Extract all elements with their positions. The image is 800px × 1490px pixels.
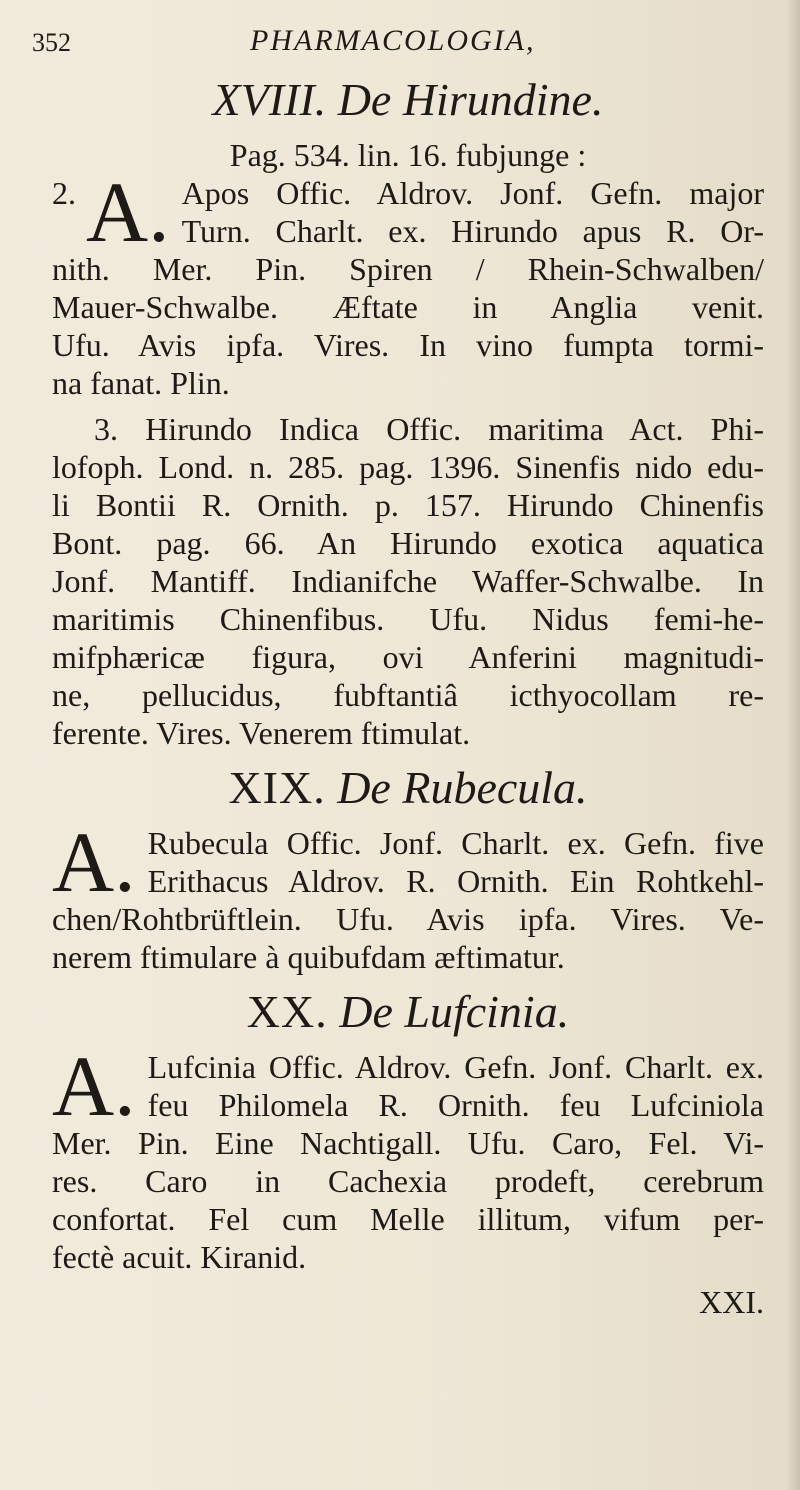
text-line: nith. Mer. Pin. Spiren / Rhein-Schwalben/ bbox=[52, 251, 764, 287]
text-line: confortat. Fel cum Melle illitum, vifum per- bbox=[52, 1201, 764, 1237]
running-title: PHARMACOLOGIA, bbox=[250, 24, 536, 57]
catchword: XXI. bbox=[699, 1284, 764, 1320]
section-number: XIX. bbox=[228, 762, 326, 813]
entry-apos bbox=[52, 164, 764, 402]
text-line: Rubecula Offic. Jonf. Charlt. ex. Gefn. five bbox=[147, 825, 764, 861]
text-line: maritimis Chinenfibus. Ufu. Nidus femi-he- bbox=[52, 601, 764, 637]
text-line: ferente. Vires. Venerem ftimulat. bbox=[52, 715, 471, 751]
intro-line: Pag. 534. lin. 16. fubjunge : bbox=[229, 137, 587, 173]
section-heading-rubecula bbox=[52, 760, 764, 816]
text-line: fectè acuit. Kiranid. bbox=[52, 1239, 307, 1275]
text-line: Mauer-Schwalbe. Æftate in Anglia venit. bbox=[52, 289, 764, 325]
page-header bbox=[0, 22, 800, 72]
text-line: 3. Hirundo Indica Offic. maritima Act. Phi- bbox=[94, 411, 764, 447]
section-heading-hirundine bbox=[52, 72, 764, 128]
text-line: feu Philomela R. Ornith. feu Lufciniola bbox=[147, 1087, 764, 1123]
text-line: Bont. pag. 66. An Hirundo exotica aquatica bbox=[52, 525, 764, 561]
text-line: mifphæricæ figura, ovi Anferini magnitudi- bbox=[52, 639, 764, 675]
text-line: ne, pellucidus, fubftantiâ icthyocollam re- bbox=[52, 677, 764, 713]
drop-initial: A. bbox=[86, 164, 170, 260]
text-line: Jonf. Mantiff. Indianifche Waffer-Schwalbe. In bbox=[52, 563, 764, 599]
section-number: XVIII. bbox=[212, 74, 327, 125]
text-line: li Bontii R. Ornith. p. 157. Hirundo Chinenfis bbox=[52, 487, 764, 523]
entry-rubecula bbox=[52, 814, 764, 976]
section-number: XX. bbox=[246, 986, 328, 1037]
text-line: Mer. Pin. Eine Nachtigall. Ufu. Caro, Fel. Vi- bbox=[52, 1125, 764, 1161]
section-heading-luscinia bbox=[52, 984, 764, 1040]
entry-hirundo-indica bbox=[52, 410, 764, 752]
page-number: 352 bbox=[32, 28, 71, 57]
section-title: De Rubecula. bbox=[337, 762, 588, 813]
section-title: De Lufcinia. bbox=[339, 986, 570, 1037]
text-line: Turn. Charlt. ex. Hirundo apus R. Or- bbox=[181, 213, 764, 249]
section-title: De Hirundine. bbox=[337, 74, 604, 125]
text-line: na fanat. Plin. bbox=[52, 365, 230, 401]
entry-luscinia bbox=[52, 1038, 764, 1276]
page-edge-shadow bbox=[786, 0, 800, 1490]
page-body bbox=[52, 72, 764, 1321]
text-line: Ufu. Avis ipfa. Vires. In vino fumpta tormi- bbox=[52, 327, 764, 363]
text-line: Apos Offic. Aldrov. Jonf. Gefn. major bbox=[181, 175, 764, 211]
text-line: Lufcinia Offic. Aldrov. Gefn. Jonf. Charlt. ex. bbox=[147, 1049, 764, 1085]
text-line: res. Caro in Cachexia prodeft, cerebrum bbox=[52, 1163, 764, 1199]
drop-initial: A. bbox=[52, 1038, 136, 1134]
text-line: chen/Rohtbrüftlein. Ufu. Avis ipfa. Vires. Ve- bbox=[52, 901, 764, 937]
text-line: Erithacus Aldrov. R. Ornith. Ein Rohtkehl- bbox=[147, 863, 764, 899]
text-line: lofoph. Lond. n. 285. pag. 1396. Sinenfis nido edu- bbox=[52, 449, 764, 485]
drop-initial: A. bbox=[52, 814, 136, 910]
text-line: nerem ftimulare à quibufdam æftimatur. bbox=[52, 939, 565, 975]
entry-number: 2. bbox=[52, 175, 76, 211]
